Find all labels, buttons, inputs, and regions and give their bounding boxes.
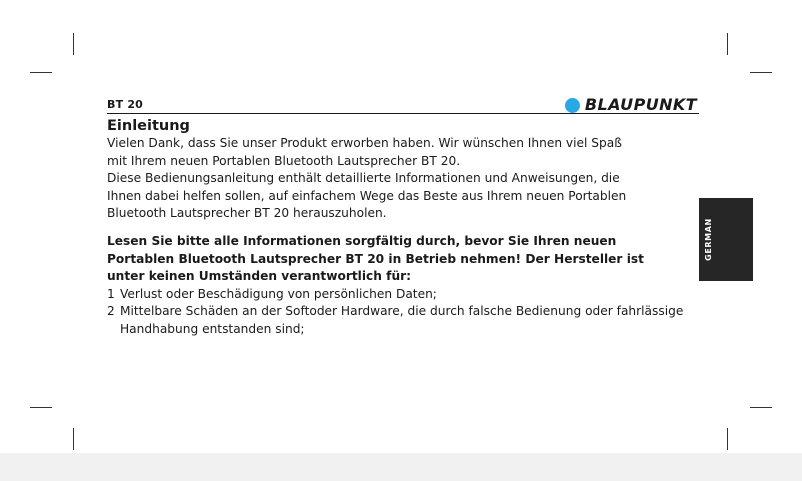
- crop-mark-right-lower: [750, 407, 772, 408]
- intro-line: Ihnen dabei helfen sollen, auf einfachem Wege das Beste aus Ihrem neuen Portablen: [107, 188, 627, 203]
- brand-dot-icon: [565, 98, 580, 113]
- model-name: BT 20: [107, 98, 144, 111]
- brand-logo: [565, 97, 697, 113]
- language-label: GERMAN: [704, 218, 714, 261]
- intro-line: mit Ihrem neuen Portablen Bluetooth Lautsprecher BT 20.: [107, 153, 461, 168]
- crop-mark-right-upper: [750, 72, 772, 73]
- crop-mark-bottom-left: [73, 428, 74, 450]
- crop-mark-left-lower: [30, 407, 52, 408]
- crop-mark-bottom-right: [727, 428, 728, 450]
- warning-line: Lesen Sie bitte alle Informationen sorgfältig durch, bevor Sie Ihren neuen: [107, 233, 617, 248]
- section-title: Einleitung: [107, 118, 190, 134]
- liability-list: [107, 286, 699, 339]
- list-number: 1: [107, 286, 115, 301]
- intro-line: Bluetooth Lautsprecher BT 20 herauszuholen.: [107, 206, 387, 221]
- manual-page: [107, 95, 699, 339]
- list-text: Verlust oder Beschädigung von persönlichen Daten;: [120, 286, 437, 301]
- warning-line: Portablen Bluetooth Lautsprecher BT 20 in Betrieb nehmen! Der Hersteller ist: [107, 251, 644, 266]
- intro-line: Diese Bedienungsanleitung enthält detaillierte Informationen und Anweisungen, die: [107, 171, 620, 186]
- list-text: Mittelbare Schäden an der Softoder Hardware, die durch falsche Bedienung oder fahrlässige Handhabung entstanden sind;: [120, 304, 684, 336]
- list-item: [107, 286, 699, 304]
- crop-mark-left-upper: [30, 72, 52, 73]
- bottom-band: [0, 453, 802, 481]
- warning-paragraph: [107, 233, 699, 286]
- intro-paragraph: [107, 135, 699, 223]
- language-tab: [699, 198, 753, 281]
- crop-mark-top-left: [73, 33, 74, 55]
- brand-name: BLAUPUNKT: [584, 95, 697, 114]
- list-item: [107, 303, 699, 338]
- warning-line: unter keinen Umständen verantwortlich für:: [107, 269, 412, 284]
- page-header: [107, 95, 699, 114]
- intro-line: Vielen Dank, dass Sie unser Produkt erworben haben. Wir wünschen Ihnen viel Spaß: [107, 136, 622, 150]
- list-number: 2: [107, 304, 115, 319]
- language-label-box: [699, 198, 718, 281]
- crop-mark-top-right: [727, 33, 728, 55]
